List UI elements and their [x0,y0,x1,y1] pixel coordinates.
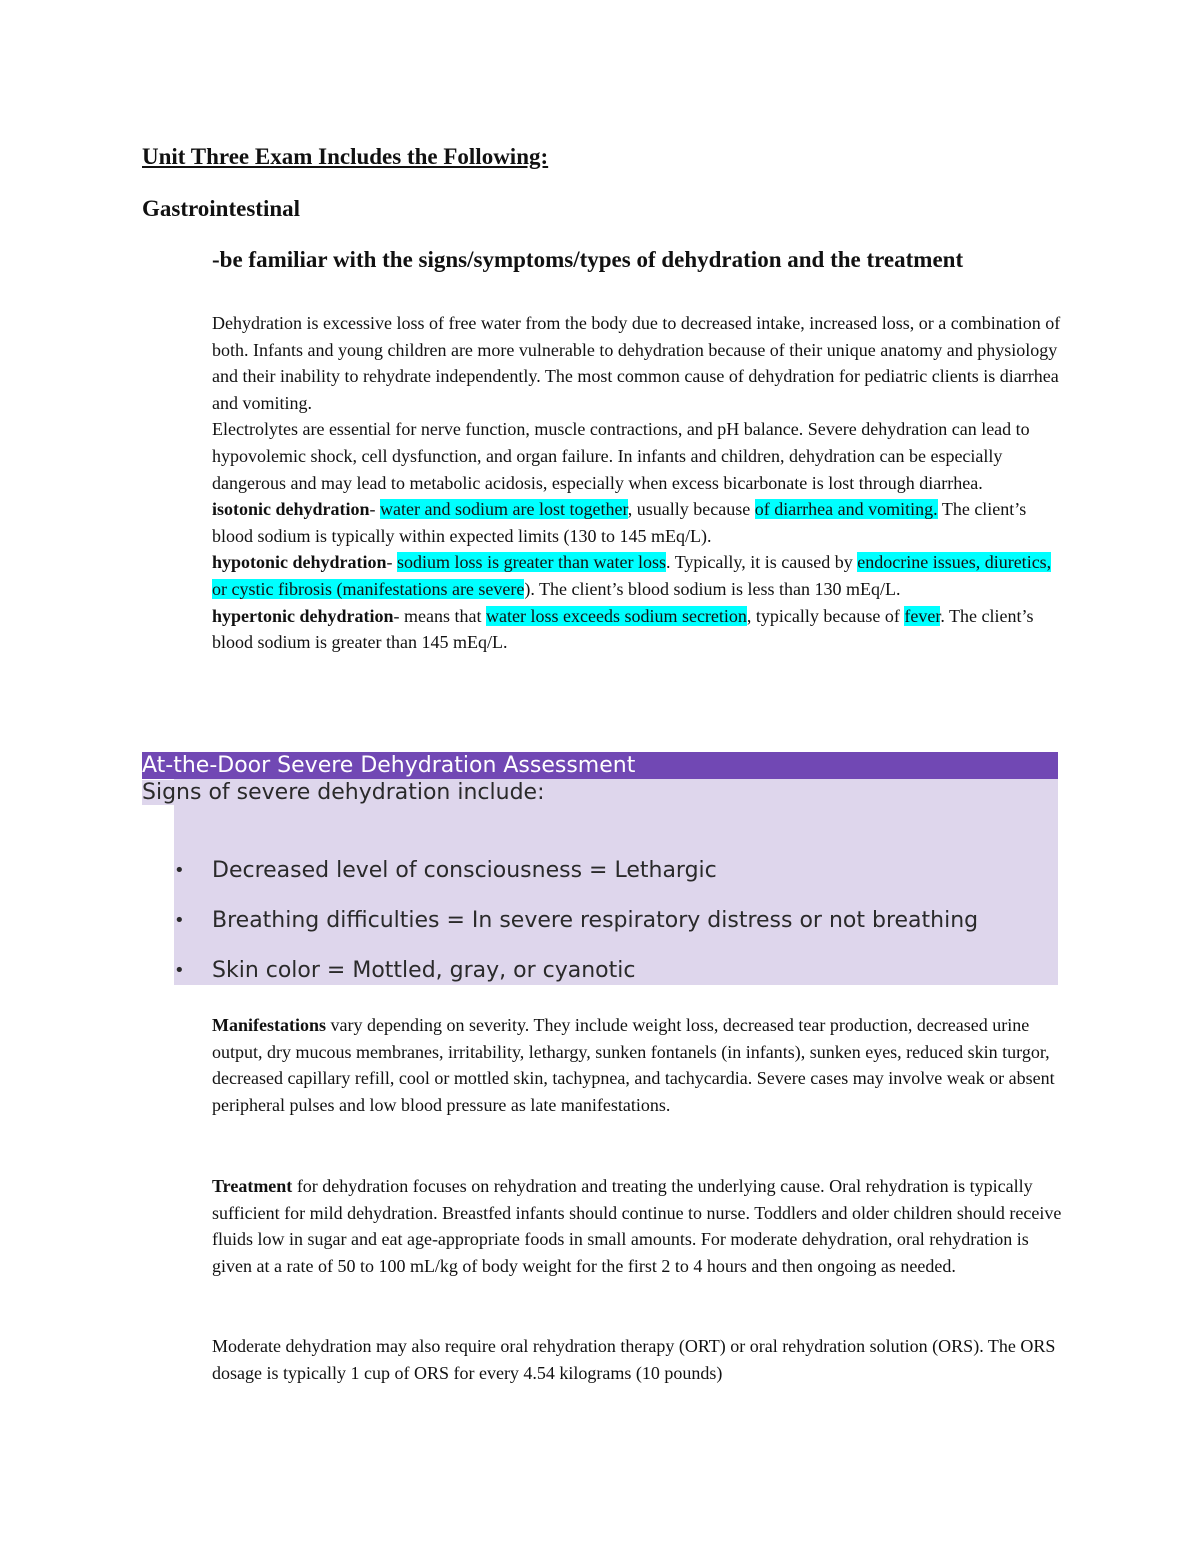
bullet-icon: • [174,910,185,931]
manifestations-term: Manifestations [212,1015,326,1035]
manifestations-block [212,1012,1062,1118]
isotonic-end: The client’s blood sodium is typically within expected limits (130 to 145 mEq/L). [212,499,1027,546]
hypertonic-highlight-2: fever [904,605,941,626]
hypertonic-paragraph [212,603,1062,656]
treatment-paragraph [212,1173,1062,1279]
list-item [174,952,1058,1002]
document-title: Unit Three Exam Includes the Following: [142,144,549,169]
hypotonic-sep: - [386,552,398,573]
isotonic-term: isotonic dehydration [212,499,370,520]
hypertonic-term: hypertonic dehydration [212,605,394,626]
isotonic-mid: , usually because [627,499,755,520]
isotonic-highlight-1: water and sodium are lost together [380,499,628,520]
list-item-text: Decreased level of consciousness = Lethargic [212,858,717,883]
topic-subheading: -be familiar with the signs/symptoms/types of dehydration and the treatment [212,247,964,272]
treatment-text: for dehydration focuses on rehydration and treating the underlying cause. Oral rehydration is typically sufficient for mild dehydration. Breastfed infants should continue to nurse. Toddlers and older children should receive fluids low in sugar and eat age-appropriate foods in small amounts. For moderate dehydration, oral rehydration is given at a rate of 50 to 100 mL/kg of body weight for the first 2 to 4 hours and then ongoing as needed. [212,1176,1062,1276]
hypertonic-end: . The client’s blood sodium is greater than 145 mEq/L. [212,605,1034,653]
isotonic-highlight-2: of diarrhea and vomiting. [754,499,938,520]
intro-block [212,310,1062,656]
list-item-text: Skin color = Mottled, gray, or cyanotic [212,958,636,983]
severe-signs-list [174,852,1058,1002]
hypertonic-highlight-1: water loss exceeds sodium secretion [486,605,747,626]
bullet-icon: • [174,860,185,881]
hypertonic-mid: , typically because of [746,605,905,626]
hypotonic-paragraph [212,549,1062,602]
isotonic-paragraph [212,496,1062,549]
hypotonic-highlight-1: sodium loss is greater than water loss [397,552,667,573]
isotonic-sep: - [369,499,381,520]
hypotonic-end: ). The client’s blood sodium is less than 130 mEq/L. [524,578,901,599]
intro-paragraph-1: Dehydration is excessive loss of free water from the body due to decreased intake, increased loss, or a combination of both. Infants and young children are more vulnerable to dehydration because of their unique anatomy and physiology and their inability to rehydrate independently. The most common cause of dehydration for pediatric clients is diarrhea and vomiting. [212,313,1061,413]
intro-paragraph-2: Electrolytes are essential for nerve function, muscle contractions, and pH balance. Severe dehydration can lead to hypovolemic shock, cell dysfunction, and organ failure. In infants and children, dehydration can be especially dangerous and may lead to metabolic acidosis, especially when excess bicarbonate is lost through diarrhea. [212,419,1030,493]
hypotonic-highlight-2: endocrine issues, diuretics, or cystic fibrosis (manifestations are severe [212,552,1052,599]
treatment-term: Treatment [212,1176,293,1196]
callout-subheader-text: Signs of severe dehydration include: [142,780,545,805]
hypotonic-mid: . Typically, it is caused by [666,552,858,573]
section-heading: Gastrointestinal [142,196,301,221]
moderate-block [212,1333,1062,1386]
callout-subheader [142,779,1058,807]
list-item [174,852,1058,902]
treatment-block [212,1173,1062,1279]
list-item [174,902,1058,952]
manifestations-paragraph [212,1012,1062,1118]
hypotonic-term: hypotonic dehydration [212,552,387,573]
callout-header: At-the-Door Severe Dehydration Assessment [142,752,1058,779]
moderate-paragraph: Moderate dehydration may also require oral rehydration therapy (ORT) or oral rehydration solution (ORS). The ORS dosage is typically 1 cup of ORS for every 4.54 kilograms (10 pounds) [212,1336,1056,1383]
list-item-text: Breathing difficulties = In severe respiratory distress or not breathing [212,908,979,933]
hypertonic-sep: - means that [393,605,486,626]
bullet-icon: • [174,960,185,981]
manifestations-text: vary depending on severity. They include weight loss, decreased tear production, decreased urine output, dry mucous membranes, irritability, lethargy, sunken fontanels (in infants), sunken eyes, reduced skin turgor, decreased capillary refill, cool or mottled skin, tachypnea, and tachycardia. Severe cases may involve weak or absent peripheral pulses and low blood pressure as late manifestations. [212,1015,1055,1115]
